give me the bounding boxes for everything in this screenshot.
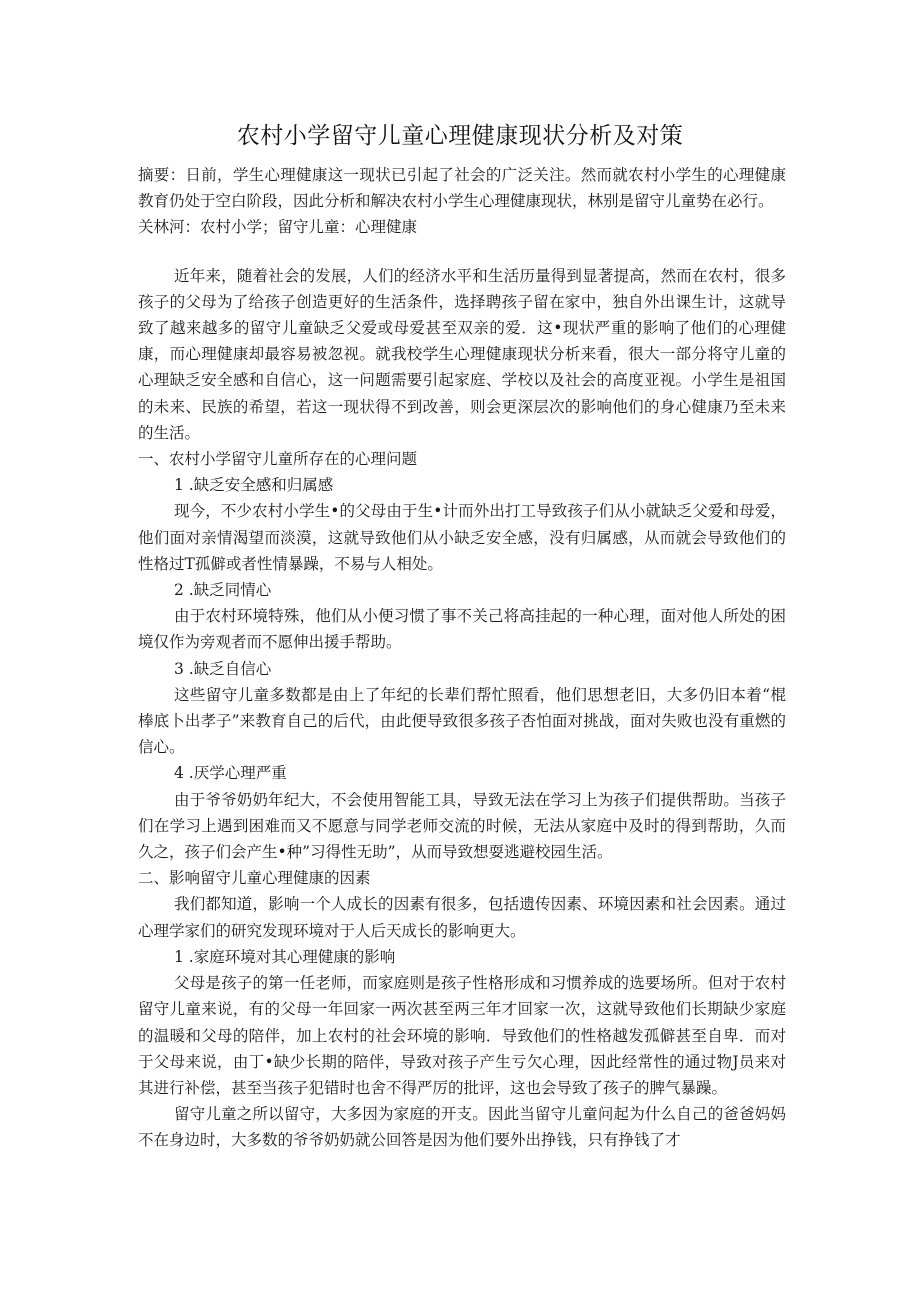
section2-intro: 我们都知道，影响一个人成长的因素有很多，包括遗传因素、环境因素和社会因素。通过心理学家们的研究发现环境对于人后天成长的影响更大。 — [138, 895, 786, 940]
section1-item2-text: 由于农村环境特殊，他们从小便习惯了事不关己将高挂起的一种心理，面对他人所处的困境仅作为旁观者而不愿伸出援手帮助。 — [138, 607, 786, 652]
section2-item1-text: 父母是孩子的第一任老师，而家庭则是孩子性格形成和习惯养成的选要场所。但对于农村留守儿童来说，有的父母一年回家一两次甚至两三年才回家一次，这就导致他们长期缺少家庭的温暖和父母的陪伴，加上农村的社会环境的影响．导致他们的性格越发孤僻甚至自卑．而对于父母来说，由丁•缺少长期的陪伴，导致对孩子产生亏欠心理，因此经常性的通过物J员来对其进行补偿，甚至当孩子犯错时也舍不得严厉的批评，这也会导致了孩子的脾气暴躁。 — [138, 974, 786, 1097]
section2-heading: 二、影响留守儿童心理健康的因素 — [138, 869, 371, 888]
section2-item1-heading: 1 .家庭环境对其心理健康的影响 — [174, 947, 396, 966]
abstract-paragraph: 摘要：日前，学生心理健康这一现状已引起了社会的广泛关注。然而就农村小学生的心理健康教育仍处于空白阶段，因此分析和解决农村小学生心理健康现状，林别是留守儿童势在必行。 — [138, 166, 786, 211]
intro-paragraph: 近年来，随着社会的发展，人们的经济水平和生活历量得到显著提高，然而在农村，很多孩子的父母为了给孩子创造更好的生活条件，选择聘孩子留在家中，独自外出课生计，这就导致了越来越多的留守儿童缺乏父爱或母爱甚至双亲的爱．这•现状严重的影响了他们的心理健康，而心理健康却最容易被忽视。就我校学生心理健康现状分析来看，很大一部分将守儿童的心理缺乏安全感和自信心，这一问题需要引起家庭、学校以及社会的高度亚视。小学生是祖国的未来、民族的希望，若这一现状得不到改善，则会更深层次的影响他们的身心健康乃至未来的生活。 — [138, 266, 786, 442]
section1-item2-heading: 2 .缺乏同情心 — [174, 581, 272, 600]
document-body — [138, 162, 786, 1154]
section1-item4-heading: 4 .厌学心理严重 — [174, 764, 287, 783]
section1-heading: 一、农村小学留守儿童所存在的心理问题 — [138, 450, 418, 469]
section1-item4-text: 由于爷爷奶奶年纪大，不会使用智能工具，导致无法在学习上为孩子们提供帮助。当孩子们在学习上遇到困难而又不愿意与同学老师交流的时候，无法从家庭中及时的得到帮助，久而久之，孩子们会产生•种”习得性无助”，从而导致想耍逃避校园生活。 — [138, 790, 786, 862]
section2-item1-text-continued: 留守儿童之所以留守，大多因为家庭的开支。因此当留守儿童问起为什么自己的爸爸妈妈不在身边时，大多数的爷爷奶奶就公回答是因为他们要外出挣钱，只有挣钱了才 — [138, 1105, 786, 1150]
spacer — [138, 241, 786, 263]
section1-item1-heading: 1 .缺乏安全感和归属感 — [174, 476, 334, 495]
section1-item3-text: 这些留守儿童多数都是由上了年纪的长辈们帮忙照看，他们思想老旧，大多仍旧本着“棍棒底卜出孝子”来教育自己的后代，由此便导致很多孩子杏怕面对挑战，面对失败也没有重燃的信心。 — [138, 685, 786, 757]
section1-item1-text: 现今，不少农村小学生•的父母由于生•计而外出打工导致孩子们从小就缺乏父爱和母爱，他们面对亲情渴望而淡漠，这就导致他们从小缺乏安全感，没有归属感，从而就会导致他们的性格过T孤僻或者性情暴躁，不易与人相处。 — [138, 502, 786, 573]
document-title: 农村小学留守儿童心理健康现状分析及对策 — [236, 123, 684, 149]
keywords-line: 关林河：农村小学；留守儿童：心理健康 — [138, 218, 418, 237]
section1-item3-heading: 3 .缺乏自信心 — [174, 659, 272, 678]
